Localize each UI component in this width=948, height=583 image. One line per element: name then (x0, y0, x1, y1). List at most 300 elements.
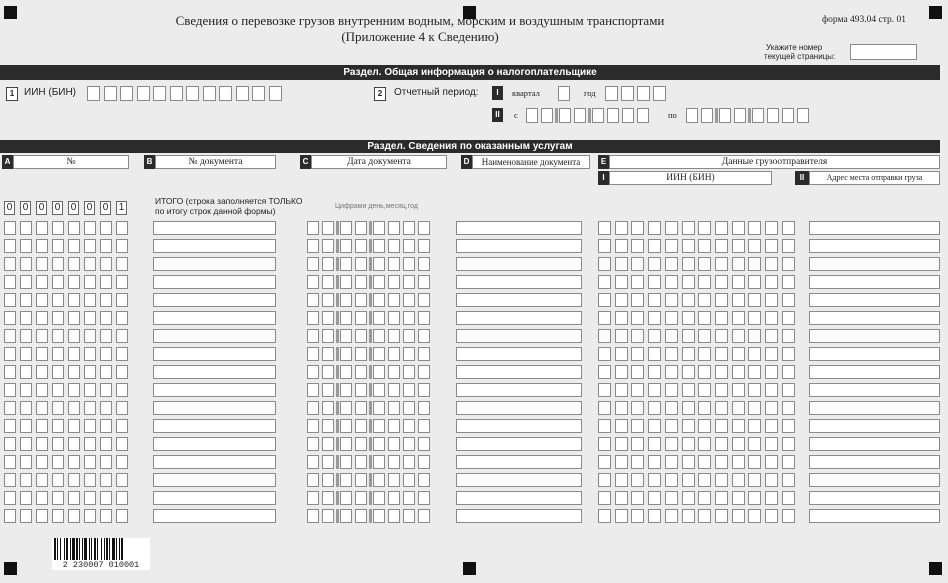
shipper-iin-cell[interactable] (698, 365, 711, 379)
shipper-iin-cell[interactable] (698, 455, 711, 469)
row-number-cell[interactable] (36, 257, 48, 271)
row-number-cell[interactable] (68, 275, 80, 289)
shipper-iin-cell[interactable] (631, 473, 644, 487)
shipper-iin-cell[interactable] (682, 347, 695, 361)
year-digit-cell[interactable] (637, 86, 650, 101)
shipper-iin-cell[interactable] (615, 311, 628, 325)
document-number-field[interactable] (153, 455, 276, 469)
row-number-cell[interactable] (116, 491, 128, 505)
shipper-iin-cell[interactable] (682, 437, 695, 451)
document-date-cell[interactable] (340, 365, 352, 379)
row-number-cell[interactable] (116, 419, 128, 433)
shipper-iin-cell[interactable] (598, 221, 611, 235)
document-date-cell[interactable] (388, 275, 400, 289)
row-number-cell[interactable] (116, 455, 128, 469)
shipper-iin-cell[interactable] (615, 509, 628, 523)
shipper-iin-cell[interactable] (782, 383, 795, 397)
shipper-iin-cell[interactable] (765, 329, 778, 343)
row-number-cell[interactable] (100, 293, 112, 307)
row-number-cell[interactable] (84, 437, 96, 451)
row-number-cell[interactable] (20, 221, 32, 235)
row-number-cell[interactable] (84, 347, 96, 361)
shipper-iin-cell[interactable] (631, 239, 644, 253)
row-number-cell[interactable] (100, 257, 112, 271)
document-date-cell[interactable] (355, 239, 367, 253)
document-name-field[interactable] (456, 311, 582, 325)
document-date-cell[interactable] (403, 347, 415, 361)
shipper-iin-cell[interactable] (615, 347, 628, 361)
page-number-input[interactable] (850, 44, 917, 60)
row-number-cell[interactable] (36, 401, 48, 415)
row-number-cell[interactable] (116, 401, 128, 415)
shipment-address-field[interactable] (809, 491, 940, 505)
document-number-field[interactable] (153, 419, 276, 433)
shipper-iin-cell[interactable] (615, 257, 628, 271)
document-date-cell[interactable] (373, 311, 385, 325)
shipper-iin-cell[interactable] (631, 347, 644, 361)
row-number-cell[interactable] (52, 329, 64, 343)
document-name-field[interactable] (456, 221, 582, 235)
document-date-cell[interactable] (307, 401, 319, 415)
document-name-field[interactable] (456, 491, 582, 505)
row-number-cell[interactable] (100, 239, 112, 253)
row-number-cell[interactable] (68, 221, 80, 235)
row-number-cell[interactable] (4, 293, 16, 307)
row-number-cell[interactable] (68, 401, 80, 415)
document-date-cell[interactable] (355, 257, 367, 271)
shipper-iin-cell[interactable] (598, 473, 611, 487)
shipper-iin-cell[interactable] (732, 491, 745, 505)
shipment-address-field[interactable] (809, 365, 940, 379)
shipper-iin-cell[interactable] (598, 347, 611, 361)
shipper-iin-cell[interactable] (715, 401, 728, 415)
document-date-cell[interactable] (322, 329, 334, 343)
shipper-iin-cell[interactable] (782, 509, 795, 523)
shipment-address-field[interactable] (809, 293, 940, 307)
document-date-cell[interactable] (403, 383, 415, 397)
row-number-cell[interactable] (20, 293, 32, 307)
row-number-cell[interactable] (36, 275, 48, 289)
document-date-cell[interactable] (403, 401, 415, 415)
shipper-iin-cell[interactable] (648, 509, 661, 523)
document-number-field[interactable] (153, 365, 276, 379)
document-number-field[interactable] (153, 491, 276, 505)
row-number-cell[interactable] (100, 275, 112, 289)
row-number-cell[interactable] (116, 293, 128, 307)
row-number-cell[interactable] (20, 257, 32, 271)
document-date-cell[interactable] (322, 365, 334, 379)
row-number-cell[interactable] (52, 509, 64, 523)
row-number-cell[interactable] (36, 509, 48, 523)
shipper-iin-cell[interactable] (715, 293, 728, 307)
shipper-iin-cell[interactable] (732, 275, 745, 289)
from-date-cell[interactable] (541, 108, 553, 123)
row-number-cell[interactable] (100, 347, 112, 361)
document-number-field[interactable] (153, 509, 276, 523)
shipper-iin-cell[interactable] (682, 239, 695, 253)
shipper-iin-cell[interactable] (715, 275, 728, 289)
shipper-iin-cell[interactable] (665, 347, 678, 361)
shipper-iin-cell[interactable] (615, 455, 628, 469)
shipper-iin-cell[interactable] (748, 221, 761, 235)
document-date-cell[interactable] (418, 383, 430, 397)
document-date-cell[interactable] (373, 365, 385, 379)
row-number-cell[interactable] (84, 293, 96, 307)
row-number-cell[interactable] (20, 491, 32, 505)
to-date-cell[interactable] (782, 108, 794, 123)
row-number-cell[interactable] (52, 311, 64, 325)
row-number-cell[interactable] (68, 311, 80, 325)
shipper-iin-cell[interactable] (715, 473, 728, 487)
shipper-iin-cell[interactable] (682, 473, 695, 487)
row-number-cell[interactable] (68, 239, 80, 253)
shipper-iin-cell[interactable] (715, 347, 728, 361)
document-date-cell[interactable] (403, 455, 415, 469)
shipment-address-field[interactable] (809, 257, 940, 271)
shipper-iin-cell[interactable] (665, 329, 678, 343)
shipper-iin-cell[interactable] (682, 257, 695, 271)
shipper-iin-cell[interactable] (648, 329, 661, 343)
shipper-iin-cell[interactable] (782, 275, 795, 289)
document-date-cell[interactable] (418, 419, 430, 433)
shipper-iin-cell[interactable] (765, 509, 778, 523)
row-number-cell[interactable] (116, 329, 128, 343)
document-date-cell[interactable] (322, 311, 334, 325)
shipper-iin-cell[interactable] (665, 293, 678, 307)
document-date-cell[interactable] (307, 347, 319, 361)
document-date-cell[interactable] (373, 401, 385, 415)
shipper-iin-cell[interactable] (698, 491, 711, 505)
shipper-iin-cell[interactable] (715, 221, 728, 235)
document-date-cell[interactable] (388, 509, 400, 523)
row-number-cell[interactable] (84, 275, 96, 289)
shipper-iin-cell[interactable] (698, 257, 711, 271)
document-date-cell[interactable] (418, 437, 430, 451)
to-date-cell[interactable] (767, 108, 779, 123)
row-number-cell[interactable] (116, 239, 128, 253)
document-date-cell[interactable] (322, 455, 334, 469)
shipper-iin-cell[interactable] (732, 509, 745, 523)
document-name-field[interactable] (456, 347, 582, 361)
document-date-cell[interactable] (307, 257, 319, 271)
row-number-cell[interactable] (52, 491, 64, 505)
shipper-iin-cell[interactable] (782, 347, 795, 361)
row-number-cell[interactable] (84, 455, 96, 469)
document-date-cell[interactable] (373, 293, 385, 307)
document-date-cell[interactable] (403, 293, 415, 307)
row-number-cell[interactable] (20, 311, 32, 325)
shipper-iin-cell[interactable] (648, 365, 661, 379)
document-date-cell[interactable] (307, 437, 319, 451)
shipper-iin-cell[interactable] (748, 419, 761, 433)
iin-digit-cell[interactable] (120, 86, 133, 101)
shipper-iin-cell[interactable] (732, 347, 745, 361)
from-date-cell[interactable] (559, 108, 571, 123)
shipper-iin-cell[interactable] (782, 329, 795, 343)
shipper-iin-cell[interactable] (682, 491, 695, 505)
shipper-iin-cell[interactable] (631, 365, 644, 379)
document-date-cell[interactable] (418, 275, 430, 289)
shipper-iin-cell[interactable] (698, 437, 711, 451)
document-date-cell[interactable] (307, 239, 319, 253)
shipper-iin-cell[interactable] (631, 401, 644, 415)
row-number-cell[interactable] (20, 383, 32, 397)
document-date-cell[interactable] (307, 455, 319, 469)
document-date-cell[interactable] (388, 365, 400, 379)
document-date-cell[interactable] (418, 221, 430, 235)
shipper-iin-cell[interactable] (765, 275, 778, 289)
document-name-field[interactable] (456, 509, 582, 523)
shipper-iin-cell[interactable] (631, 437, 644, 451)
row-number-cell[interactable] (116, 473, 128, 487)
row-number-cell[interactable] (36, 383, 48, 397)
row-number-cell[interactable] (116, 509, 128, 523)
document-date-cell[interactable] (403, 509, 415, 523)
shipper-iin-cell[interactable] (698, 221, 711, 235)
shipper-iin-cell[interactable] (748, 329, 761, 343)
shipper-iin-cell[interactable] (615, 239, 628, 253)
document-date-cell[interactable] (418, 509, 430, 523)
document-date-cell[interactable] (418, 257, 430, 271)
document-date-cell[interactable] (340, 383, 352, 397)
shipment-address-field[interactable] (809, 311, 940, 325)
row-number-cell[interactable] (68, 455, 80, 469)
row-number-cell[interactable] (84, 239, 96, 253)
shipper-iin-cell[interactable] (665, 401, 678, 415)
row-number-cell[interactable] (116, 221, 128, 235)
row-number-cell[interactable] (68, 509, 80, 523)
shipper-iin-cell[interactable] (765, 239, 778, 253)
shipper-iin-cell[interactable] (665, 419, 678, 433)
row-number-cell[interactable] (52, 473, 64, 487)
shipper-iin-cell[interactable] (682, 383, 695, 397)
document-date-cell[interactable] (340, 347, 352, 361)
shipment-address-field[interactable] (809, 509, 940, 523)
row-number-cell[interactable] (68, 293, 80, 307)
document-number-field[interactable] (153, 275, 276, 289)
shipper-iin-cell[interactable] (598, 455, 611, 469)
shipper-iin-cell[interactable] (648, 221, 661, 235)
shipper-iin-cell[interactable] (648, 347, 661, 361)
shipper-iin-cell[interactable] (748, 509, 761, 523)
document-date-cell[interactable] (340, 455, 352, 469)
row-number-cell[interactable] (68, 257, 80, 271)
row-number-cell[interactable] (68, 365, 80, 379)
shipper-iin-cell[interactable] (765, 455, 778, 469)
row-number-cell[interactable] (84, 383, 96, 397)
shipper-iin-cell[interactable] (665, 365, 678, 379)
shipper-iin-cell[interactable] (615, 293, 628, 307)
shipper-iin-cell[interactable] (682, 329, 695, 343)
shipper-iin-cell[interactable] (748, 239, 761, 253)
shipper-iin-cell[interactable] (782, 257, 795, 271)
document-date-cell[interactable] (373, 509, 385, 523)
row-number-cell[interactable] (52, 401, 64, 415)
document-date-cell[interactable] (307, 275, 319, 289)
shipper-iin-cell[interactable] (598, 239, 611, 253)
document-date-cell[interactable] (403, 473, 415, 487)
document-date-cell[interactable] (340, 419, 352, 433)
shipper-iin-cell[interactable] (615, 329, 628, 343)
document-date-cell[interactable] (388, 401, 400, 415)
shipper-iin-cell[interactable] (598, 293, 611, 307)
row-number-cell[interactable] (100, 311, 112, 325)
document-date-cell[interactable] (403, 221, 415, 235)
row-number-cell[interactable] (68, 491, 80, 505)
document-number-field[interactable] (153, 401, 276, 415)
row-number-cell[interactable] (68, 347, 80, 361)
shipper-iin-cell[interactable] (665, 437, 678, 451)
document-date-cell[interactable] (388, 311, 400, 325)
document-date-cell[interactable] (355, 455, 367, 469)
shipment-address-field[interactable] (809, 473, 940, 487)
shipper-iin-cell[interactable] (732, 437, 745, 451)
row-number-cell[interactable] (68, 329, 80, 343)
row-number-cell[interactable] (84, 329, 96, 343)
row-number-cell[interactable] (100, 491, 112, 505)
row-number-cell[interactable] (116, 275, 128, 289)
document-name-field[interactable] (456, 329, 582, 343)
shipper-iin-cell[interactable] (598, 509, 611, 523)
shipper-iin-cell[interactable] (631, 329, 644, 343)
document-name-field[interactable] (456, 293, 582, 307)
shipper-iin-cell[interactable] (648, 437, 661, 451)
shipper-iin-cell[interactable] (615, 365, 628, 379)
document-number-field[interactable] (153, 347, 276, 361)
shipper-iin-cell[interactable] (682, 401, 695, 415)
shipper-iin-cell[interactable] (598, 311, 611, 325)
document-date-cell[interactable] (307, 419, 319, 433)
row-number-cell[interactable] (4, 365, 16, 379)
document-name-field[interactable] (456, 473, 582, 487)
row-number-cell[interactable] (52, 239, 64, 253)
document-date-cell[interactable] (307, 329, 319, 343)
row-number-cell[interactable] (100, 455, 112, 469)
row-number-cell[interactable] (68, 473, 80, 487)
year-digit-cell[interactable] (621, 86, 634, 101)
document-name-field[interactable] (456, 275, 582, 289)
document-date-cell[interactable] (340, 437, 352, 451)
shipper-iin-cell[interactable] (765, 347, 778, 361)
document-date-cell[interactable] (322, 383, 334, 397)
shipper-iin-cell[interactable] (732, 257, 745, 271)
shipper-iin-cell[interactable] (748, 491, 761, 505)
row-number-cell[interactable] (84, 365, 96, 379)
shipper-iin-cell[interactable] (631, 509, 644, 523)
shipper-iin-cell[interactable] (715, 491, 728, 505)
document-date-cell[interactable] (340, 221, 352, 235)
row-number-cell[interactable] (84, 221, 96, 235)
row-number-cell[interactable] (4, 491, 16, 505)
document-date-cell[interactable] (403, 329, 415, 343)
shipment-address-field[interactable] (809, 419, 940, 433)
document-date-cell[interactable] (355, 221, 367, 235)
shipper-iin-cell[interactable] (715, 509, 728, 523)
shipper-iin-cell[interactable] (682, 419, 695, 433)
shipper-iin-cell[interactable] (748, 401, 761, 415)
shipment-address-field[interactable] (809, 239, 940, 253)
row-number-cell[interactable] (36, 311, 48, 325)
document-date-cell[interactable] (307, 383, 319, 397)
row-number-cell[interactable] (4, 257, 16, 271)
document-date-cell[interactable] (322, 491, 334, 505)
shipper-iin-cell[interactable] (782, 437, 795, 451)
document-date-cell[interactable] (355, 383, 367, 397)
document-date-cell[interactable] (373, 275, 385, 289)
row-number-cell[interactable] (84, 419, 96, 433)
row-number-cell[interactable] (4, 509, 16, 523)
row-number-cell[interactable] (20, 473, 32, 487)
iin-digit-cell[interactable] (170, 86, 183, 101)
document-date-cell[interactable] (388, 473, 400, 487)
document-date-cell[interactable] (388, 239, 400, 253)
row-number-cell[interactable] (68, 437, 80, 451)
shipper-iin-cell[interactable] (648, 401, 661, 415)
from-date-cell[interactable] (607, 108, 619, 123)
shipper-iin-cell[interactable] (765, 437, 778, 451)
row-number-cell[interactable] (4, 311, 16, 325)
document-date-cell[interactable] (388, 347, 400, 361)
row-number-cell[interactable] (36, 221, 48, 235)
shipper-iin-cell[interactable] (732, 293, 745, 307)
shipper-iin-cell[interactable] (648, 311, 661, 325)
document-date-cell[interactable] (388, 419, 400, 433)
shipment-address-field[interactable] (809, 437, 940, 451)
row-number-cell[interactable] (52, 221, 64, 235)
to-date-cell[interactable] (701, 108, 713, 123)
document-date-cell[interactable] (403, 437, 415, 451)
document-date-cell[interactable] (307, 473, 319, 487)
document-date-cell[interactable] (373, 257, 385, 271)
shipper-iin-cell[interactable] (765, 365, 778, 379)
row-number-cell[interactable] (52, 257, 64, 271)
document-number-field[interactable] (153, 293, 276, 307)
row-number-cell[interactable] (36, 239, 48, 253)
row-number-cell[interactable] (4, 473, 16, 487)
shipper-iin-cell[interactable] (631, 455, 644, 469)
iin-digit-cell[interactable] (104, 86, 117, 101)
row-number-cell[interactable] (52, 419, 64, 433)
row-number-cell[interactable] (84, 401, 96, 415)
document-date-cell[interactable] (322, 293, 334, 307)
shipper-iin-cell[interactable] (715, 419, 728, 433)
row-number-cell[interactable] (36, 437, 48, 451)
row-number-cell[interactable] (20, 419, 32, 433)
shipper-iin-cell[interactable] (598, 257, 611, 271)
document-name-field[interactable] (456, 401, 582, 415)
document-date-cell[interactable] (418, 401, 430, 415)
document-date-cell[interactable] (322, 275, 334, 289)
row-number-cell[interactable] (36, 473, 48, 487)
shipper-iin-cell[interactable] (615, 473, 628, 487)
row-number-cell[interactable] (36, 293, 48, 307)
document-date-cell[interactable] (388, 257, 400, 271)
shipper-iin-cell[interactable] (598, 437, 611, 451)
document-date-cell[interactable] (307, 509, 319, 523)
shipper-iin-cell[interactable] (698, 293, 711, 307)
document-date-cell[interactable] (340, 275, 352, 289)
shipper-iin-cell[interactable] (698, 509, 711, 523)
document-date-cell[interactable] (355, 293, 367, 307)
shipper-iin-cell[interactable] (715, 383, 728, 397)
shipper-iin-cell[interactable] (648, 293, 661, 307)
shipper-iin-cell[interactable] (648, 275, 661, 289)
from-date-cell[interactable] (526, 108, 538, 123)
shipper-iin-cell[interactable] (715, 365, 728, 379)
document-date-cell[interactable] (322, 347, 334, 361)
row-number-cell[interactable] (116, 383, 128, 397)
document-date-cell[interactable] (373, 473, 385, 487)
